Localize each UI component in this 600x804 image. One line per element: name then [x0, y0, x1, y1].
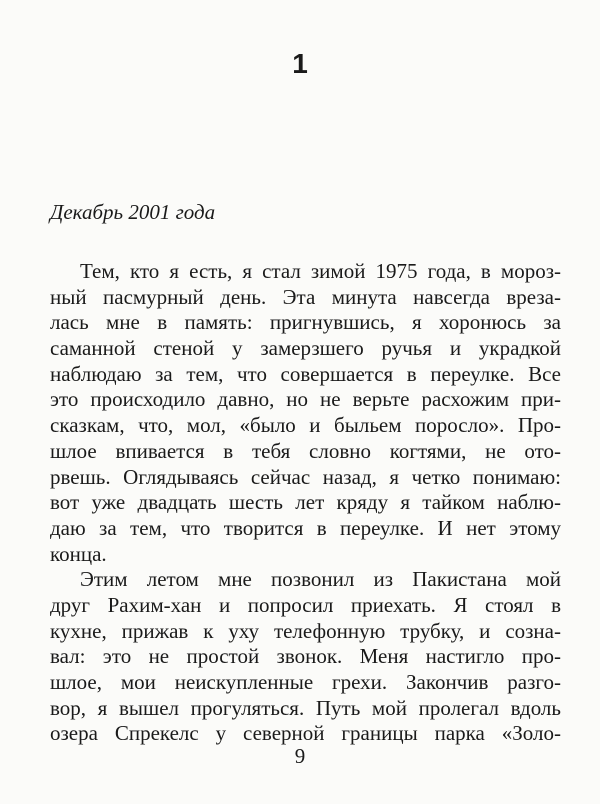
text-line: шлое впивается в тебя словно когтями, не ото- [50, 438, 561, 463]
text-line: сказкам, что, мол, «было и быльем поросло». Про- [50, 413, 561, 438]
text-line: лась мне в память: пригнувшись, я хоронюсь за [50, 310, 561, 335]
dateline: Декабрь 2001 года [50, 200, 216, 224]
text-line: даю за тем, что творится в переулке. И нет этому [50, 515, 561, 540]
text-line: Этим летом мне позвонил из Пакистана мой [80, 567, 561, 592]
text-line: наблюдаю за тем, что совершается в переулке. Все [50, 361, 561, 386]
text-line: вот уже двадцать шесть лет кряду я тайком наблю- [50, 490, 561, 515]
text-line: вал: это не простой звонок. Меня настигло про- [50, 644, 561, 669]
text-line: рвешь. Оглядываясь сейчас назад, я четко понимаю: [50, 464, 561, 489]
text-line: озера Спрекелс у северной границы парка «Золо- [50, 721, 561, 746]
chapter-number: 1 [292, 48, 308, 79]
page-number: 9 [294, 744, 306, 768]
text-line: Тем, кто я есть, я стал зимой 1975 года, в мороз- [80, 259, 561, 283]
text-line: вор, я вышел прогуляться. Путь мой пролегал вдоль [50, 695, 561, 720]
paragraph [50, 259, 561, 567]
text-line: саманной стеной у замерзшего ручья и украдкой [50, 336, 561, 361]
text-line: это происходило давно, но не верьте расхожим при- [50, 387, 561, 412]
text-line: конца. [50, 541, 107, 566]
text-line: кухне, прижав к уху телефонную трубку, и созна- [50, 618, 561, 643]
paragraph [50, 567, 561, 747]
text-line: друг Рахим-хан и попросил приехать. Я стоял в [50, 592, 561, 617]
body-text [50, 259, 561, 747]
text-line: ный пасмурный день. Эта минута навсегда вреза- [50, 284, 561, 309]
text-line: шлое, мои неискупленные грехи. Закончив разго- [50, 670, 561, 694]
